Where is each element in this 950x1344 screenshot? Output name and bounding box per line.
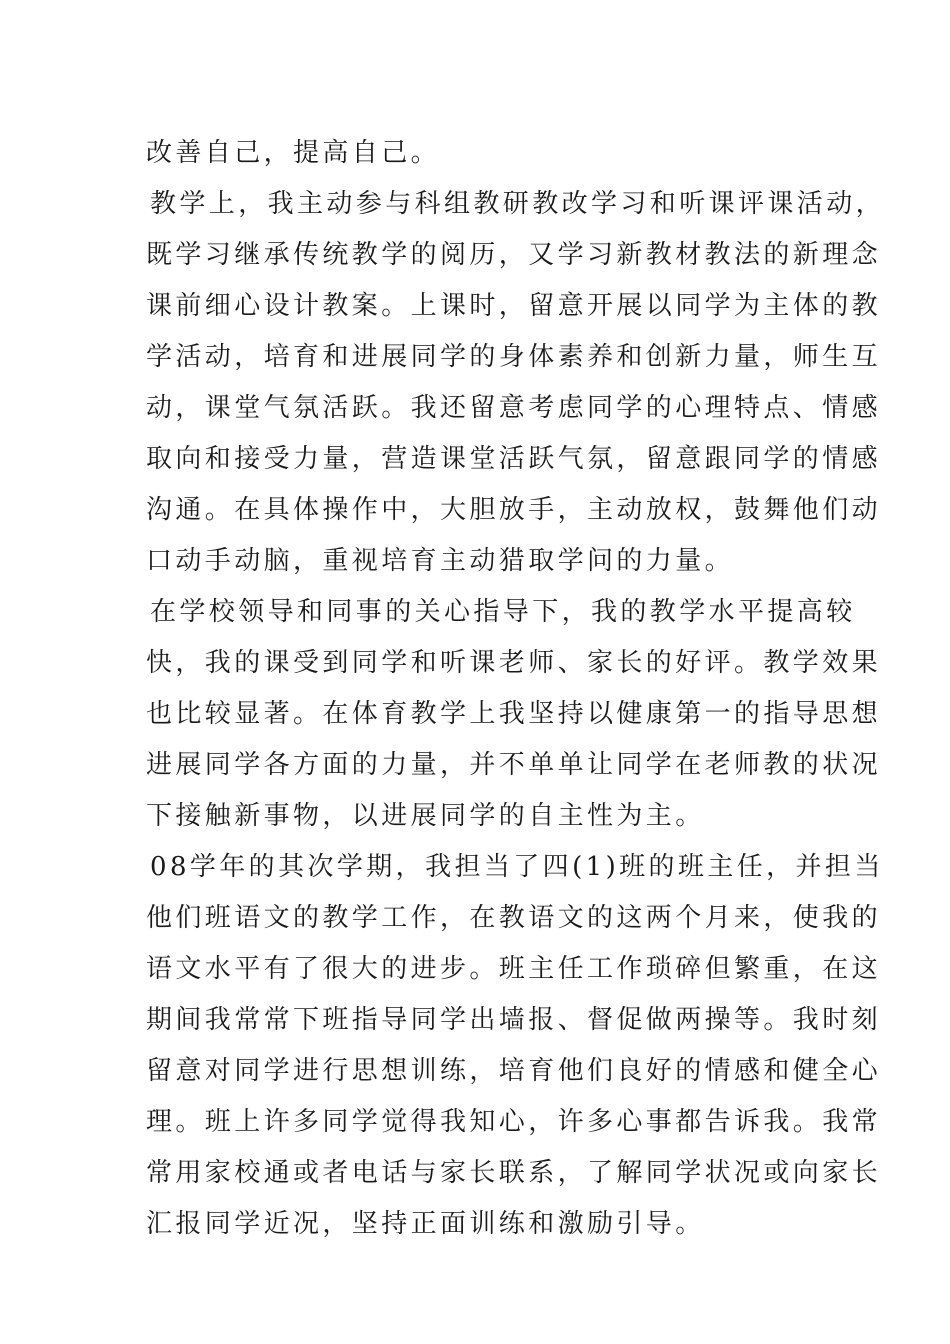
- text-line: 也比较显著。在体育教学上我坚持以健康第一的指导思想: [146, 699, 882, 729]
- text-line: 留意对同学进行思想训练，培育他们良好的情感和健全心: [146, 1056, 882, 1086]
- text-line: 常用家校通或者电话与家长联系，了解同学状况或向家长: [146, 1158, 882, 1188]
- text-line: 下接触新事物，以进展同学的自主性为主。: [146, 801, 705, 831]
- text-line: 汇报同学近况，坚持正面训练和激励引导。: [146, 1209, 705, 1239]
- text-line: 理。班上许多同学觉得我知心，许多心事都告诉我。我常: [146, 1107, 882, 1137]
- text-line: 他们班语文的教学工作，在教语文的这两个月来，使我的: [146, 903, 882, 933]
- text-line: 进展同学各方面的力量，并不单单让同学在老师教的状况: [146, 750, 882, 780]
- text-line: 既学习继承传统教学的阅历，又学习新教材教法的新理念: [146, 240, 882, 270]
- text-line: 08学年的其次学期，我担当了四(1)班的班主任，并担当: [150, 852, 884, 882]
- text-line: 沟通。在具体操作中，大胆放手，主动放权，鼓舞他们动: [146, 495, 882, 525]
- text-line: 课前细心设计教案。上课时，留意开展以同学为主体的教: [146, 291, 882, 321]
- text-line: 期间我常常下班指导同学出墙报、督促做两操等。我时刻: [146, 1005, 882, 1035]
- text-line: 语文水平有了很大的进步。班主任工作琐碎但繁重，在这: [146, 954, 882, 984]
- text-line: 在学校领导和同事的关心指导下，我的教学水平提高较: [150, 597, 856, 627]
- text-line: 动，课堂气氛活跃。我还留意考虑同学的心理特点、情感: [146, 393, 882, 423]
- text-line: 快，我的课受到同学和听课老师、家长的好评。教学效果: [146, 648, 882, 678]
- text-line: 学活动，培育和进展同学的身体素养和创新力量，师生互: [146, 342, 882, 372]
- text-line: 改善自己，提高自己。: [146, 138, 441, 168]
- text-line: 取向和接受力量，营造课堂活跃气氛，留意跟同学的情感: [146, 444, 882, 474]
- text-line: 教学上，我主动参与科组教研教改学习和听课评课活动，: [150, 189, 886, 219]
- text-line: 口动手动脑，重视培育主动猎取学问的力量。: [146, 546, 735, 576]
